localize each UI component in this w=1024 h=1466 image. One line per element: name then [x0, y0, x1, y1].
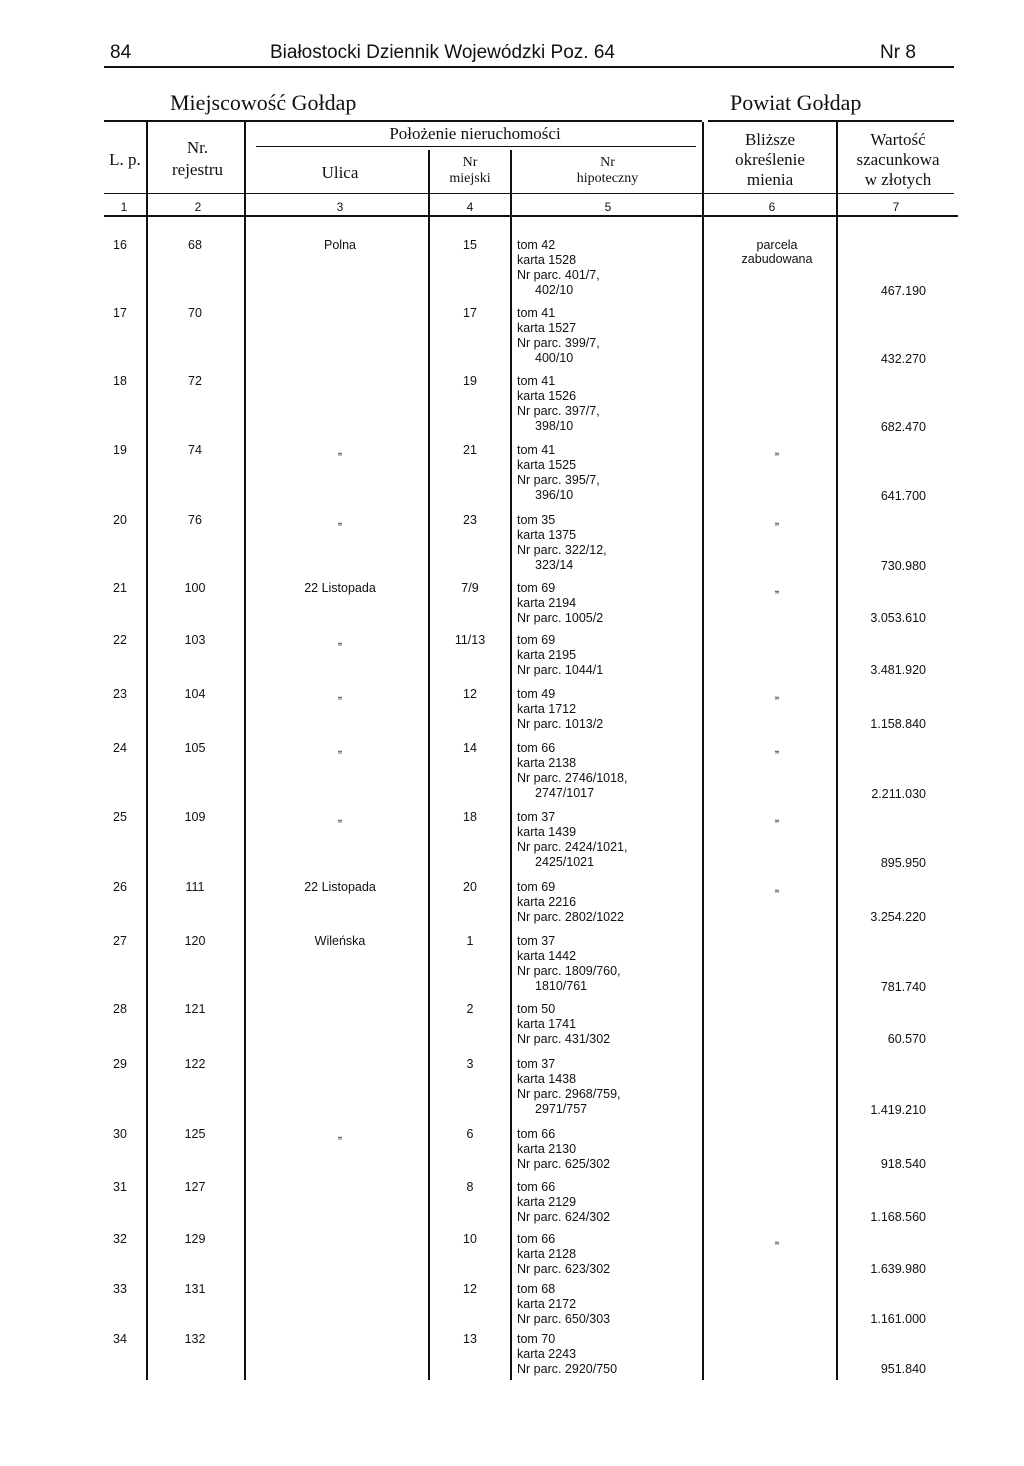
col-number: 5 — [604, 200, 612, 214]
hipoteczny-line: tom 41 — [517, 374, 556, 388]
hipoteczny-line: 1810/761 — [535, 979, 588, 993]
row-nr-miejski: 19 — [463, 374, 477, 388]
hipoteczny-line: tom 66 — [517, 1127, 556, 1141]
row-nr-miejski: 23 — [463, 513, 477, 527]
hipoteczny-line: tom 49 — [517, 687, 556, 701]
col-number: 3 — [336, 200, 344, 214]
hipoteczny-line: karta 1375 — [517, 528, 577, 542]
row-wartosc: 730.980 — [880, 559, 926, 573]
row-rejestr: 127 — [184, 1180, 206, 1194]
hipoteczny-line: Nr parc. 401/7, — [517, 268, 600, 282]
hipoteczny-line: karta 1525 — [517, 458, 577, 472]
hipoteczny-line: tom 69 — [517, 633, 556, 647]
row-wartosc: 895.950 — [880, 856, 926, 870]
row-wartosc: 60.570 — [887, 1032, 926, 1046]
hipoteczny-line: Nr parc. 625/302 — [517, 1157, 611, 1171]
row-nr-miejski: 14 — [463, 741, 477, 755]
row-lp: 30 — [113, 1127, 127, 1141]
row-nr-miejski: 3 — [466, 1057, 474, 1071]
col-title-wartosc-c: w złotych — [864, 170, 932, 189]
row-lp: 27 — [113, 934, 127, 948]
row-blizsze: parcela zabudowana — [741, 238, 813, 266]
col-title-nr-miejski-a: Nr — [462, 155, 478, 170]
hipoteczny-line: karta 2194 — [517, 596, 577, 610]
hipoteczny-line: 2747/1017 — [535, 786, 595, 800]
hipoteczny-line: karta 2195 — [517, 648, 577, 662]
hipoteczny-line: karta 2216 — [517, 895, 577, 909]
col-rule — [510, 150, 512, 1380]
col-title-wartosc-b: szacunkowa — [856, 150, 940, 169]
row-rejestr: 132 — [184, 1332, 206, 1346]
hipoteczny-line: tom 41 — [517, 443, 556, 457]
hipoteczny-line: karta 2128 — [517, 1247, 577, 1261]
row-lp: 17 — [113, 306, 127, 320]
row-lp: 20 — [113, 513, 127, 527]
row-blizsze: „ — [774, 880, 780, 894]
row-nr-miejski: 17 — [463, 306, 477, 320]
row-hipoteczny — [517, 1232, 717, 1277]
row-blizsze: „ — [774, 581, 780, 595]
hipoteczny-line: Nr parc. 2424/1021, — [517, 840, 628, 854]
row-blizsze: „ — [774, 443, 780, 457]
hipoteczny-line: Nr parc. 397/7, — [517, 404, 600, 418]
hipoteczny-line: tom 37 — [517, 1057, 556, 1071]
row-lp: 21 — [113, 581, 127, 595]
page-number: 84 — [110, 42, 132, 63]
header-rule-right — [708, 120, 954, 122]
row-blizsze: „ — [774, 1232, 780, 1246]
row-nr-miejski: 1 — [466, 934, 474, 948]
hipoteczny-line: 396/10 — [535, 488, 574, 502]
row-hipoteczny — [517, 513, 717, 573]
row-wartosc: 1.168.560 — [870, 1210, 926, 1224]
hipoteczny-line: Nr parc. 322/12, — [517, 543, 607, 557]
row-lp: 18 — [113, 374, 127, 388]
col-rule — [428, 150, 430, 1380]
col-rule — [836, 122, 838, 1380]
hipoteczny-line: tom 41 — [517, 306, 556, 320]
row-rejestr: 122 — [184, 1057, 206, 1071]
header-rule — [104, 66, 954, 68]
hipoteczny-line: Nr parc. 399/7, — [517, 336, 600, 350]
row-wartosc: 1.161.000 — [870, 1312, 926, 1326]
hipoteczny-line: karta 1439 — [517, 825, 577, 839]
hipoteczny-line: karta 1438 — [517, 1072, 577, 1086]
row-nr-miejski: 12 — [463, 687, 477, 701]
row-wartosc: 781.740 — [880, 980, 926, 994]
hipoteczny-line: Nr parc. 1809/760, — [517, 964, 621, 978]
hipoteczny-line: 323/14 — [535, 558, 574, 572]
hipoteczny-line: tom 68 — [517, 1282, 556, 1296]
hipoteczny-line: tom 69 — [517, 581, 556, 595]
hipoteczny-line: 2971/757 — [535, 1102, 588, 1116]
row-hipoteczny — [517, 741, 717, 801]
hipoteczny-line: karta 1712 — [517, 702, 577, 716]
row-nr-miejski: 18 — [463, 810, 477, 824]
row-ulica: „ — [337, 633, 343, 647]
row-ulica: 22 Listopada — [304, 880, 376, 894]
hipoteczny-line: Nr parc. 431/302 — [517, 1032, 611, 1046]
row-wartosc: 918.540 — [880, 1157, 926, 1171]
col-title-nr-miejski-b: miejski — [449, 171, 491, 186]
row-nr-miejski: 10 — [463, 1232, 477, 1246]
row-hipoteczny — [517, 1002, 717, 1047]
row-ulica: „ — [337, 1127, 343, 1141]
row-nr-miejski: 20 — [463, 880, 477, 894]
col-title-hipoteczny-b: hipoteczny — [576, 171, 639, 186]
row-hipoteczny — [517, 1332, 717, 1377]
polozenie-rule — [256, 146, 696, 147]
col-title-hipoteczny-a: Nr — [600, 155, 615, 170]
row-hipoteczny — [517, 810, 717, 870]
hipoteczny-line: 2425/1021 — [535, 855, 595, 869]
journal-title: Białostocki Dziennik Wojewódzki Poz. 64 — [270, 42, 615, 63]
hipoteczny-line: Nr parc. 1013/2 — [517, 717, 604, 731]
row-hipoteczny — [517, 1180, 717, 1225]
issue-number: Nr 8 — [880, 42, 916, 63]
row-blizsze: „ — [774, 810, 780, 824]
row-lp: 22 — [113, 633, 127, 647]
row-nr-miejski: 6 — [466, 1127, 474, 1141]
hipoteczny-line: tom 42 — [517, 238, 556, 252]
row-rejestr: 121 — [184, 1002, 206, 1016]
col-title-blizsze-b: określenie — [735, 150, 805, 169]
hipoteczny-line: Nr parc. 1044/1 — [517, 663, 604, 677]
hipoteczny-line: Nr parc. 2746/1018, — [517, 771, 628, 785]
row-wartosc: 1.158.840 — [870, 717, 926, 731]
row-hipoteczny — [517, 880, 717, 925]
col-rule — [146, 122, 148, 1380]
row-hipoteczny — [517, 934, 717, 994]
row-nr-miejski: 8 — [466, 1180, 474, 1194]
row-wartosc: 467.190 — [880, 284, 926, 298]
hipoteczny-line: tom 50 — [517, 1002, 556, 1016]
hipoteczny-line: Nr parc. 2920/750 — [517, 1362, 618, 1376]
hipoteczny-line: Nr parc. 624/302 — [517, 1210, 611, 1224]
col-number: 4 — [466, 200, 474, 214]
hipoteczny-line: 400/10 — [535, 351, 574, 365]
row-wartosc: 3.481.920 — [870, 663, 926, 677]
row-ulica: Polna — [324, 238, 356, 252]
row-rejestr: 105 — [184, 741, 206, 755]
hipoteczny-line: karta 2130 — [517, 1142, 577, 1156]
row-ulica: „ — [337, 687, 343, 701]
row-wartosc: 432.270 — [880, 352, 926, 366]
row-wartosc: 951.840 — [880, 1362, 926, 1376]
hipoteczny-line: karta 1528 — [517, 253, 577, 267]
hipoteczny-line: karta 2138 — [517, 756, 577, 770]
hipoteczny-line: karta 2243 — [517, 1347, 577, 1361]
row-lp: 34 — [113, 1332, 127, 1346]
hipoteczny-line: karta 2172 — [517, 1297, 577, 1311]
row-hipoteczny — [517, 633, 717, 678]
row-lp: 24 — [113, 741, 127, 755]
hipoteczny-line: karta 1442 — [517, 949, 577, 963]
row-rejestr: 103 — [184, 633, 206, 647]
row-wartosc: 641.700 — [880, 489, 926, 503]
row-hipoteczny — [517, 687, 717, 732]
col-title-rejestr-a: Nr. — [186, 138, 209, 157]
row-hipoteczny — [517, 238, 717, 298]
col-title-polozenie: Położenie nieruchomości — [389, 124, 561, 143]
hipoteczny-line: Nr parc. 650/303 — [517, 1312, 611, 1326]
row-ulica: 22 Listopada — [304, 581, 376, 595]
hipoteczny-line: tom 35 — [517, 513, 556, 527]
row-rejestr: 72 — [188, 374, 202, 388]
row-lp: 16 — [113, 238, 127, 252]
row-ulica: „ — [337, 741, 343, 755]
col-rule — [244, 122, 246, 1380]
hipoteczny-line: tom 66 — [517, 1232, 556, 1246]
row-nr-miejski: 11/13 — [454, 633, 486, 647]
hipoteczny-line: tom 70 — [517, 1332, 556, 1346]
row-wartosc: 682.470 — [880, 420, 926, 434]
district-title: Powiat Gołdap — [730, 90, 862, 115]
row-hipoteczny — [517, 1282, 717, 1327]
row-nr-miejski: 21 — [463, 443, 477, 457]
hipoteczny-line: tom 37 — [517, 934, 556, 948]
row-nr-miejski: 2 — [466, 1002, 474, 1016]
hipoteczny-line: tom 66 — [517, 741, 556, 755]
hipoteczny-line: 398/10 — [535, 419, 574, 433]
row-ulica: „ — [337, 810, 343, 824]
col-title-wartosc-a: Wartość — [870, 130, 926, 149]
hipoteczny-line: tom 37 — [517, 810, 556, 824]
row-wartosc: 2.211.030 — [871, 787, 926, 801]
row-rejestr: 111 — [185, 880, 205, 894]
row-wartosc: 3.254.220 — [870, 910, 926, 924]
header-bottom-rule — [104, 193, 954, 194]
row-hipoteczny — [517, 581, 717, 626]
row-lp: 26 — [113, 880, 127, 894]
row-rejestr: 68 — [188, 238, 202, 252]
row-rejestr: 131 — [184, 1282, 206, 1296]
col-number: 2 — [194, 200, 202, 214]
col-title-ulica: Ulica — [321, 163, 359, 182]
hipoteczny-line: Nr parc. 395/7, — [517, 473, 600, 487]
row-rejestr: 129 — [184, 1232, 206, 1246]
col-title-rejestr-b: rejestru — [172, 160, 223, 179]
row-nr-miejski: 15 — [463, 238, 477, 252]
hipoteczny-line: karta 1527 — [517, 321, 577, 335]
row-wartosc: 1.419.210 — [870, 1103, 926, 1117]
row-hipoteczny — [517, 306, 717, 366]
row-wartosc: 1.639.980 — [870, 1262, 926, 1276]
hipoteczny-line: Nr parc. 2968/759, — [517, 1087, 621, 1101]
row-hipoteczny — [517, 374, 717, 434]
row-lp: 32 — [113, 1232, 127, 1246]
row-blizsze: „ — [774, 741, 780, 755]
col-number: 6 — [768, 200, 776, 214]
row-blizsze: „ — [774, 687, 780, 701]
row-rejestr: 125 — [184, 1127, 206, 1141]
row-rejestr: 70 — [188, 306, 202, 320]
col-title-blizsze-a: Bliższe — [744, 130, 796, 149]
row-rejestr: 120 — [184, 934, 206, 948]
hipoteczny-line: karta 1526 — [517, 389, 577, 403]
row-ulica: „ — [337, 513, 343, 527]
row-nr-miejski: 13 — [463, 1332, 477, 1346]
row-nr-miejski: 12 — [463, 1282, 477, 1296]
col-number: 7 — [892, 200, 900, 214]
hipoteczny-line: Nr parc. 2802/1022 — [517, 910, 625, 924]
hipoteczny-line: Nr parc. 623/302 — [517, 1262, 611, 1276]
row-wartosc: 3.053.610 — [870, 611, 926, 625]
hipoteczny-line: tom 69 — [517, 880, 556, 894]
locality-title: Miejscowość Gołdap — [170, 90, 357, 115]
row-lp: 19 — [113, 443, 127, 457]
hipoteczny-line: Nr parc. 1005/2 — [517, 611, 604, 625]
row-lp: 33 — [113, 1282, 127, 1296]
row-blizsze: „ — [774, 513, 780, 527]
row-rejestr: 104 — [184, 687, 206, 701]
row-hipoteczny — [517, 443, 717, 503]
row-lp: 23 — [113, 687, 127, 701]
row-ulica: Wileńska — [314, 934, 366, 948]
column-number-rule — [104, 215, 958, 217]
col-title-blizsze-c: mienia — [746, 170, 794, 189]
row-nr-miejski: 7/9 — [461, 581, 479, 595]
col-number: 1 — [120, 200, 128, 214]
row-rejestr: 100 — [184, 581, 206, 595]
hipoteczny-line: karta 2129 — [517, 1195, 577, 1209]
row-rejestr: 76 — [188, 513, 202, 527]
row-rejestr: 74 — [188, 443, 202, 457]
row-ulica: „ — [337, 443, 343, 457]
hipoteczny-line: tom 66 — [517, 1180, 556, 1194]
row-lp: 29 — [113, 1057, 127, 1071]
row-hipoteczny — [517, 1057, 717, 1117]
col-title-lp: L. p. — [109, 150, 141, 169]
row-lp: 28 — [113, 1002, 127, 1016]
row-hipoteczny — [517, 1127, 717, 1172]
hipoteczny-line: 402/10 — [535, 283, 574, 297]
row-lp: 25 — [113, 810, 127, 824]
hipoteczny-line: karta 1741 — [517, 1017, 577, 1031]
header-rule-left — [104, 120, 702, 122]
row-lp: 31 — [113, 1180, 127, 1194]
row-rejestr: 109 — [184, 810, 206, 824]
